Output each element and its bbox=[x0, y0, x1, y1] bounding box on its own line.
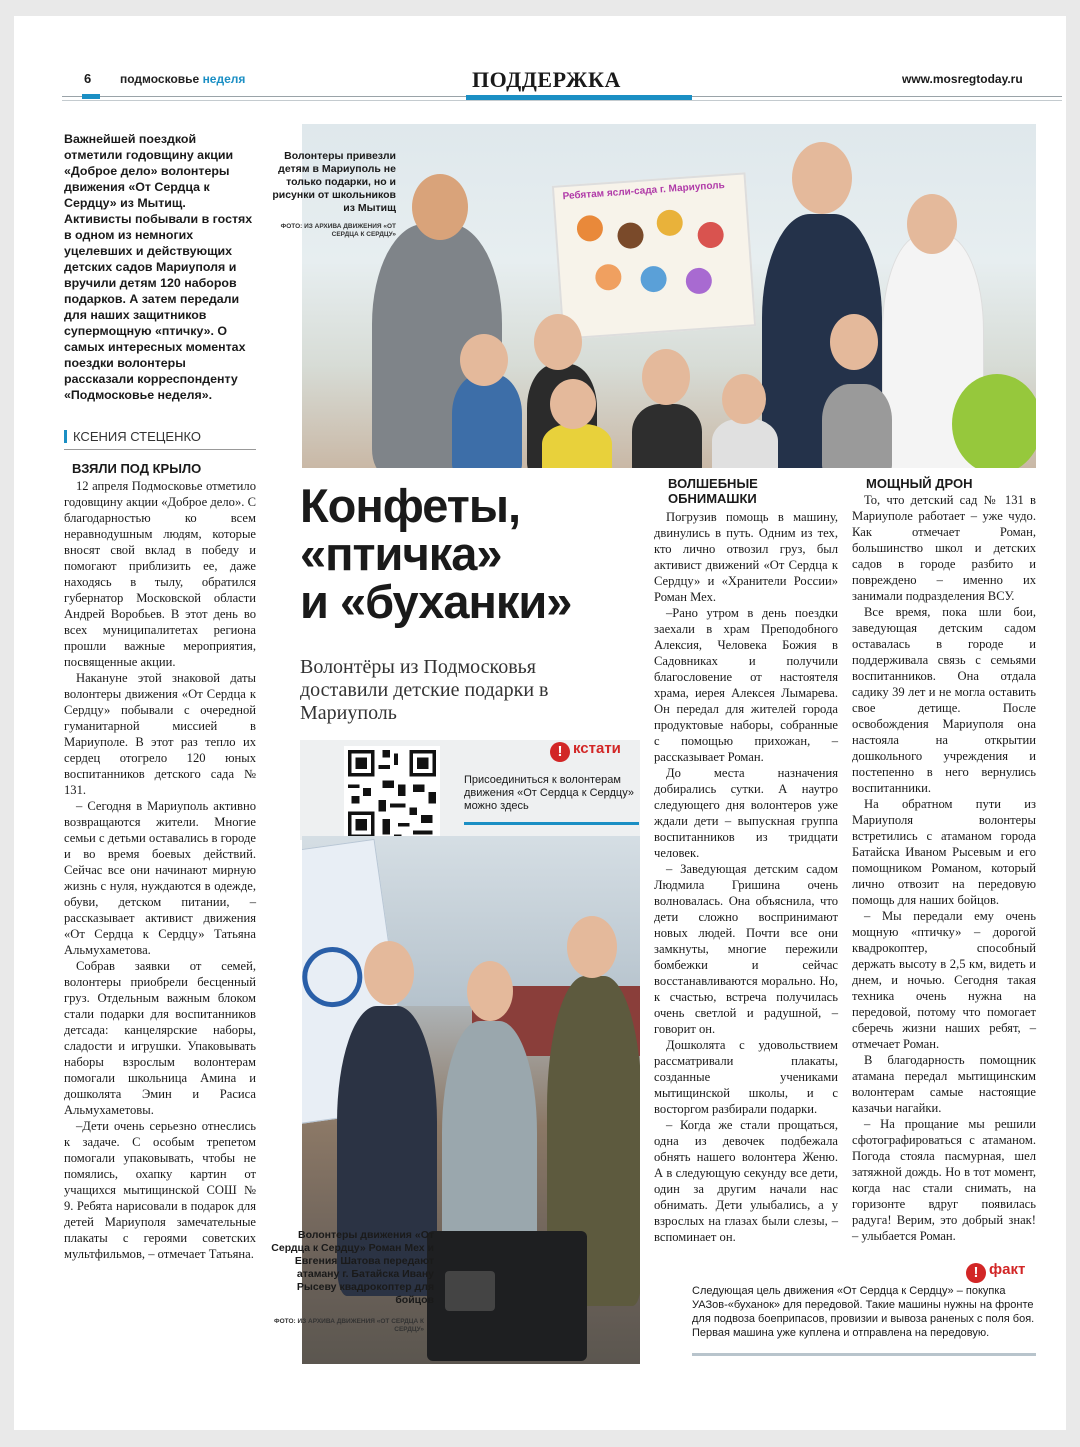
paragraph: Все время, пока шли бои, заведующая детским садом оставалась в городе и поддерживала связь с семьями воспитанников. Она отдала садику 39 лет и не могла оставить свое детище. После освобождения Мариуполя она настояла на открытии дошкольного учреждения и постепенно в него вернулись воспитанники. bbox=[852, 605, 1036, 795]
child bbox=[452, 374, 522, 468]
man-volunteer-head bbox=[792, 142, 852, 214]
paragraph: В благодарность помощник атамана передал мытищинским волонтерам самые настоящие казачьи нагайки. bbox=[852, 1053, 1036, 1115]
paragraph: – Когда же стали прощаться, одна из девочек подбежала обнять нашего волонтера Женю. А в следующую секунду все дети, один за другим начали нас обнимать. Дети улыбались, а у взрослых на глазах были слезы, – вспоминает он. bbox=[654, 1118, 838, 1244]
fact-text: Следующая цель движения «От Сердца к Сердцу» – покупка УАЗов-«буханок» для передовой. Такие машины нужны на фронте для подвоза боеприпасов, провизии и вывоза раненых с поля боя. Первая машина уже куплена и отправлена на передовую. bbox=[692, 1285, 1035, 1339]
exclamation-icon: ! bbox=[966, 1263, 986, 1283]
paragraph: Собрав заявки от семей, волонтеры приобрели бесценный груз. Отдельным важным блоком стали подарки для воспитанников детсада: канцелярские наборы, сладости и игрушки. Упаковывать наборы взрослым волонтерам помогали школьница Амина и дошколята Эмин и Расиса Альмухаметовы. bbox=[64, 959, 256, 1117]
header-accent-mark bbox=[82, 94, 100, 99]
qr-code-icon[interactable] bbox=[344, 746, 440, 842]
lead-paragraph: Важнейшей поездкой отметили годовщину акции «Доброе дело» волонтеры движения «От Сердца к Сердцу» из Мытищ. Активисты побывали в гостях в одном из немногих уцелевших и действующих детских садов Мариуполя и вручили детям 120 наборов подарков. А затем передали для наших защитников супермощную «птичку». О самых интересных моментах поездки волонтеры рассказали корреспонденту «Подмосковье неделя». bbox=[64, 132, 253, 402]
paragraph: Накануне этой знаковой даты волонтеры движения «От Сердца к Сердцу» побывали с очередной гуманитарной миссией в Мариуполе. В этот раз тепло их сердец отогрело 120 юных воспитанников детского сада № 131. bbox=[64, 671, 256, 797]
publication-name-part1: подмосковье bbox=[120, 72, 200, 86]
article-column-4 bbox=[852, 492, 1036, 1244]
green-beanbag bbox=[952, 374, 1036, 468]
publication-name bbox=[120, 72, 245, 86]
child-head bbox=[722, 374, 766, 424]
paragraph: –Дети очень серьезно отнеслись к задаче. С особым трепетом помогали упаковывать, чтобы не помялись, охапку картин от учащихся мытищинской СОШ № 9. Ребята нарисовали в подарок для детей Мариуполя замечательные плакаты с героями советских мультфильмов, – отмечает Татьяна. bbox=[64, 1119, 256, 1261]
paragraph: –Рано утром в день поездки заехали в храм Преподобного Алексия, Человека Божия в Садовниках и получили благословение от настоятеля храма, иерея Алексея Лымарева. Он передал для жителей города продуктовые наборы, собранные с помощью прихожан, – рассказывает Роман. bbox=[654, 606, 838, 764]
top-photo-caption: Волонтеры привезли детям в Мариуполь не только подарки, но и рисунки от школьников из Мытищ bbox=[272, 150, 396, 214]
child-head bbox=[534, 314, 582, 370]
woman-volunteer-2-head bbox=[907, 194, 957, 254]
article-title bbox=[300, 479, 650, 628]
paragraph: 12 апреля Подмосковье отметило годовщину акции «Доброе дело». С благодарностью ко всем неравнодушным людям, которые вносят свой вклад в победу и помогают приблизить ее, даже находясь в тылу, обратился губернатор Московской области Андрей Воробьев. В этот день во всех муниципалитетах региона прошли важные мероприятия, посвященные акции. bbox=[64, 479, 256, 669]
quadcopter-icon bbox=[445, 1271, 495, 1311]
exclamation-icon: ! bbox=[550, 742, 570, 762]
paragraph: – Заведующая детским садом Людмила Гришина очень волновалась. Она объяснила, что дети сложно воспринимают новых людей. Почти все они замкнуты, многие пережили бомбежки и сейчас восстанавливаются морально. Но, к счастью, встреча получилась очень светлой и радушной, – говорит он. bbox=[654, 862, 838, 1036]
article-subtitle: Волонтёры из Подмосковья доставили детские подарки в Мариуполь bbox=[300, 656, 549, 724]
title-line: и «буханки» bbox=[300, 575, 572, 628]
paragraph: Дошколята с удовольствием рассматривали плакаты, созданные учениками мытищинской школы, и с восторгом разбирали подарки. bbox=[654, 1038, 838, 1116]
paragraph: – На прощание мы решили сфотографироваться с атаманом. Погода стояла пасмурная, шел затяжной дождь. Но в тот момент, когда нас стали снимать, на горизонте вдруг появилась радуга! Верим, это добрый знак! – улыбается Роман. bbox=[852, 1117, 1036, 1243]
child-head bbox=[830, 314, 878, 370]
col4-heading: МОЩНЫЙ ДРОН bbox=[866, 476, 973, 491]
title-line: Конфеты, bbox=[300, 479, 521, 532]
article-column-3 bbox=[654, 509, 838, 1245]
ataman-head bbox=[567, 916, 617, 978]
heart-logo-icon bbox=[302, 943, 366, 1011]
article-column-1 bbox=[64, 478, 256, 1262]
child bbox=[632, 404, 702, 468]
section-title: ПОДДЕРЖКА bbox=[472, 67, 621, 92]
kstati-text: Присоединиться к волонтерам движения «От Сердца к Сердцу» можно здесь bbox=[464, 774, 634, 812]
author-byline: КСЕНИЯ СТЕЦЕНКО bbox=[64, 429, 201, 444]
child-head bbox=[642, 349, 690, 405]
header-rule-secondary bbox=[62, 100, 1062, 101]
paragraph: То, что детский сад № 131 в Мариуполе работает – уже чудо. Как отмечает Роман, большинство школ и детских садов в городе разбито и повреждено – именно их занимали подразделения ВСУ. bbox=[852, 493, 1036, 603]
poster-text: Ребятам ясли-сада г. Мариуполь bbox=[562, 179, 726, 203]
top-photo-credit: ФОТО: ИЗ АРХИВА ДВИЖЕНИЯ «ОТ СЕРДЦА К СЕРДЦУ» bbox=[280, 223, 396, 238]
page-number: 6 bbox=[84, 71, 92, 86]
paragraph: До места назначения добирались сутки. А наутро следующего дня волонтеров уже ждали дети – выпускная группа воспитанников из тридцати человек. bbox=[654, 766, 838, 860]
publication-name-part2: неделя bbox=[202, 72, 246, 86]
site-url[interactable]: www.mosregtoday.ru bbox=[902, 72, 1023, 86]
kstati-label: кстати bbox=[573, 740, 621, 757]
man-head bbox=[364, 941, 414, 1005]
paragraph: – Сегодня в Мариуполь активно возвращаются жители. Многие семьи с детьми оставались в городе и во время боевых действий. Сейчас все они начинают мирную жизнь с нуля, нуждаются в одежде, обуви, детском питании, – рассказывает активист движения «От Сердца к Сердцу» Татьяна Альмухаметова. bbox=[64, 799, 256, 957]
kstati-heading bbox=[550, 740, 621, 762]
woman-volunteer-head bbox=[412, 174, 468, 240]
col3-heading: ВОЛШЕБНЫЕ ОБНИМАШКИ bbox=[668, 476, 758, 506]
title-line: «птичка» bbox=[300, 527, 502, 580]
child-head bbox=[550, 379, 596, 429]
drone-case bbox=[427, 1231, 587, 1361]
paragraph: На обратном пути из Мариуполя волонтеры встретились с атаманом города Батайска Иваном Рысевым и его помощником Романом, который лично отвозит на передовую помощь для наших бойцов. bbox=[852, 797, 1036, 907]
child-head bbox=[460, 334, 508, 386]
paragraph: Погрузив помощь в машину, двинулись в путь. Одним из тех, кто лично отвозил груз, был активист движений «От Сердца к Сердцу» и «Хранители России» Роман Мех. bbox=[654, 510, 838, 604]
fact-label: факт bbox=[989, 1261, 1026, 1278]
child bbox=[542, 424, 612, 468]
photo-volunteers-with-children bbox=[302, 124, 1036, 468]
woman-head bbox=[467, 961, 513, 1021]
kstati-rule bbox=[464, 822, 639, 825]
bottom-photo-caption: Волонтеры движения «От Сердца к Сердцу» Роман Мех и Евгения Шатова передают атаману г. Батайска Ивану Рысеву квадрокоптер для бойцов bbox=[271, 1229, 434, 1306]
fact-heading bbox=[966, 1261, 1025, 1283]
child bbox=[822, 384, 892, 468]
newspaper-page bbox=[14, 16, 1066, 1430]
child bbox=[712, 419, 778, 468]
section-underline bbox=[466, 95, 692, 100]
col1-heading: ВЗЯЛИ ПОД КРЫЛО bbox=[72, 461, 202, 476]
bottom-photo-credit: ФОТО: ИЗ АРХИВА ДВИЖЕНИЯ «ОТ СЕРДЦА К СЕРДЦУ» bbox=[274, 1318, 424, 1333]
paragraph: – Мы передали ему очень мощную «птичку» – дорогой квадрокоптер, способный держать высоту в 2,5 км, видеть и днем, и ночью. Сегодня такая техника очень нужна на передовой, потому что помогает сберечь жизни наших ребят, – отмечает Роман. bbox=[852, 909, 1036, 1051]
children-drawing-poster bbox=[552, 172, 756, 339]
fact-rule bbox=[692, 1353, 1036, 1356]
byline-rule bbox=[64, 449, 256, 450]
